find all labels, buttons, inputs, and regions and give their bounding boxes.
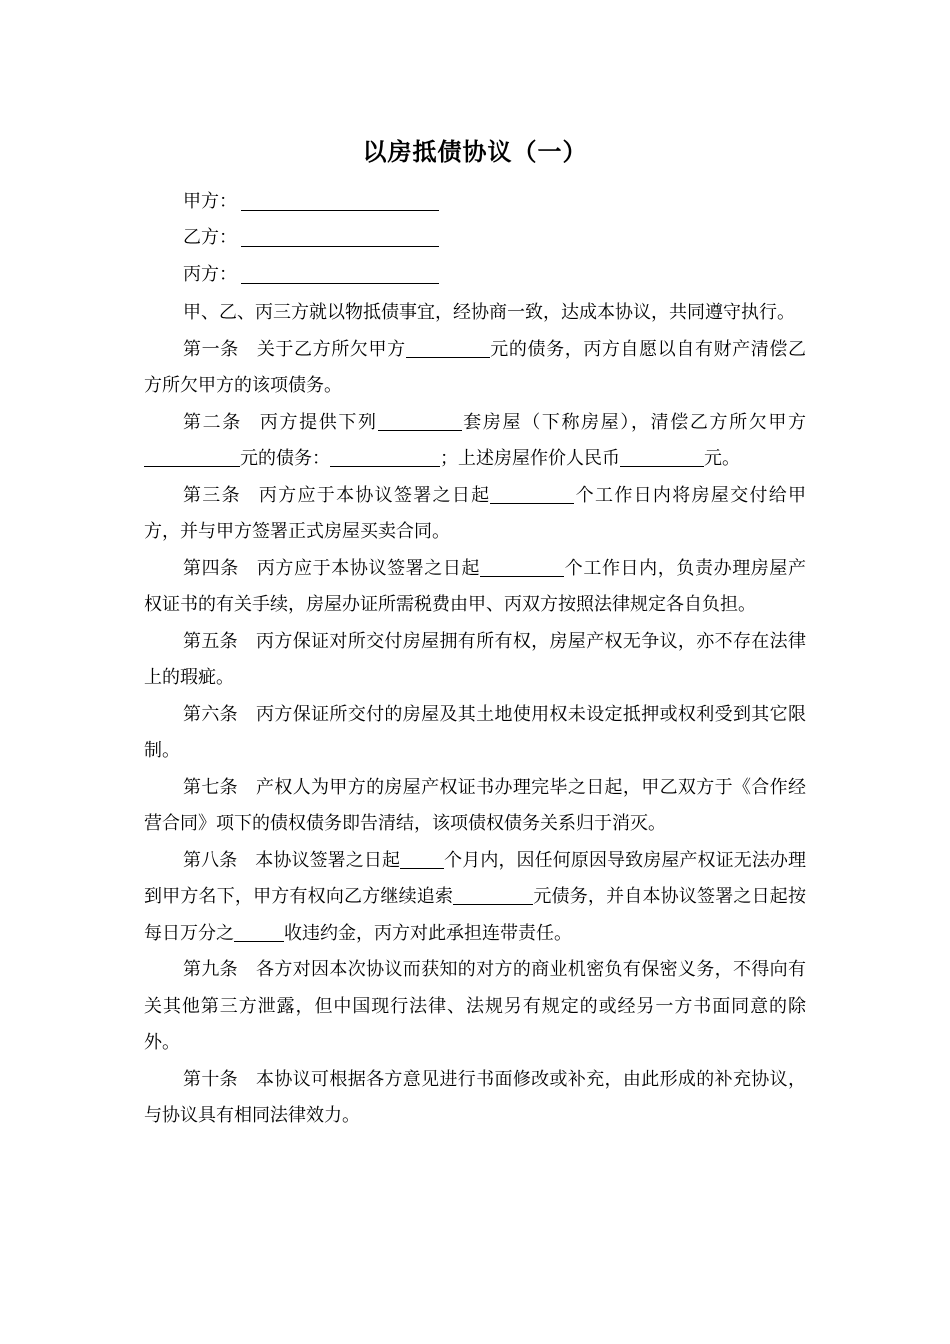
article-number: 第三条 bbox=[183, 484, 241, 506]
article-text: 丙方应于本协议签署之日起 bbox=[256, 557, 481, 579]
article-text: 丙方保证对所交付房屋拥有所有权，房屋产权无争议，亦不存在法律上的瑕疵。 bbox=[144, 630, 806, 688]
article-text: 收违约金，丙方对此承担连带责任。 bbox=[284, 922, 572, 944]
party-b-label: 乙方： bbox=[183, 227, 237, 248]
article-number: 第五条 bbox=[183, 630, 239, 652]
house-price-blank[interactable] bbox=[620, 448, 704, 467]
certificate-days-blank[interactable] bbox=[480, 558, 564, 577]
article-text: 个工作日内，负责办理房屋产权证书的有关手续，房屋办证所需税费由甲、丙双方按照法律规定各自负担。 bbox=[144, 557, 807, 615]
article-number: 第七条 bbox=[183, 776, 239, 798]
article-9 bbox=[144, 952, 806, 1062]
party-b-blank[interactable] bbox=[241, 245, 439, 247]
party-c-field bbox=[183, 261, 439, 289]
article-text: 个月内，因任何原因导致房屋产权证无法办理到甲方名下，甲方有权向乙方继续追索 bbox=[144, 849, 807, 907]
article-text: 产权人为甲方的房屋产权证书办理完毕之日起，甲乙双方于《合作经营合同》项下的债权债务即告清结，该项债权债务关系归于消灭。 bbox=[144, 776, 806, 834]
article-text: 各方对因本次协议而获知的对方的商业机密负有保密义务，不得向有关其他第三方泄露，但中国现行法律、法规另有规定的或经另一方书面同意的除外。 bbox=[144, 959, 806, 1053]
article-text: 个工作日内将房屋交付给甲方，并与甲方签署正式房屋买卖合同。 bbox=[144, 484, 807, 542]
document-title: 以房抵债协议（一） bbox=[362, 137, 588, 166]
penalty-rate-blank[interactable] bbox=[234, 923, 284, 942]
party-a-blank[interactable] bbox=[241, 209, 439, 211]
debt-amount-blank[interactable] bbox=[406, 339, 490, 358]
article-number: 第一条 bbox=[183, 338, 239, 360]
house-count-blank[interactable] bbox=[378, 412, 462, 431]
months-blank[interactable] bbox=[400, 850, 444, 869]
article-text: 元的债务，丙方自愿以自有财产清偿乙方所欠甲方的该项债务。 bbox=[144, 338, 807, 396]
article-number: 第二条 bbox=[183, 411, 242, 433]
article-2 bbox=[144, 405, 806, 478]
party-c-blank[interactable] bbox=[241, 282, 439, 284]
article-7 bbox=[144, 770, 806, 843]
party-b-field bbox=[183, 224, 439, 252]
article-number: 第六条 bbox=[183, 703, 239, 725]
article-number: 第十条 bbox=[183, 1068, 239, 1090]
article-text: 丙方应于本协议签署之日起 bbox=[258, 484, 491, 506]
article-number: 第四条 bbox=[183, 557, 239, 579]
article-1 bbox=[144, 332, 806, 405]
article-text: 本协议可根据各方意见进行书面修改或补充，由此形成的补充协议，与协议具有相同法律效力。 bbox=[144, 1068, 806, 1126]
article-text: 丙方保证所交付的房屋及其土地使用权未设定抵押或权利受到其它限制。 bbox=[144, 703, 806, 761]
agreement-body bbox=[144, 295, 806, 1135]
article-text: 本协议签署之日起 bbox=[255, 849, 401, 871]
article-8 bbox=[144, 843, 806, 953]
article-3 bbox=[144, 478, 806, 551]
article-text: 套房屋（下称房屋），清偿乙方所欠甲方 bbox=[461, 411, 807, 433]
article-text: 丙方提供下列 bbox=[259, 411, 378, 433]
article-5 bbox=[144, 624, 806, 697]
article-text: 元债务，并自本协议签署之日起按每日万分之 bbox=[144, 886, 806, 944]
article-4 bbox=[144, 551, 806, 624]
article-10 bbox=[144, 1062, 806, 1135]
article-text: 关于乙方所欠甲方 bbox=[256, 338, 406, 360]
delivery-days-blank[interactable] bbox=[490, 485, 574, 504]
article-text: ；上述房屋作价人民币 bbox=[440, 448, 620, 469]
debt-amount-blank[interactable] bbox=[144, 448, 240, 467]
article-number: 第九条 bbox=[183, 959, 239, 980]
article-6 bbox=[144, 697, 806, 770]
intro-paragraph: 甲、乙、丙三方就以物抵债事宜，经协商一致，达成本协议，共同遵守执行。 bbox=[183, 302, 795, 323]
article-text: 元的债务： bbox=[240, 448, 330, 469]
party-c-label: 丙方： bbox=[183, 264, 237, 285]
recourse-amount-blank[interactable] bbox=[453, 886, 533, 905]
party-a-field bbox=[183, 188, 439, 216]
article-text: 元。 bbox=[704, 448, 740, 469]
party-a-label: 甲方： bbox=[183, 191, 237, 212]
house-description-blank[interactable] bbox=[330, 448, 440, 467]
article-number: 第八条 bbox=[183, 849, 238, 871]
